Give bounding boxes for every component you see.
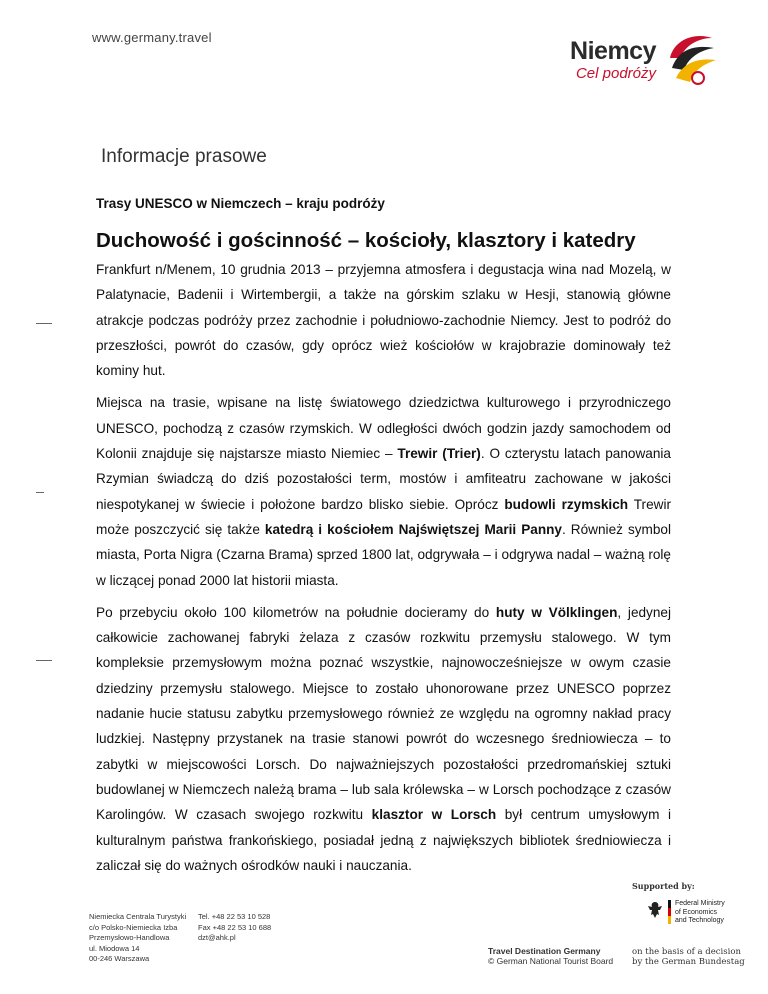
bold-run: Trewir (Trier) bbox=[397, 446, 481, 462]
text-run: był centrum umysłowym i kulturalnym państwa frankońskiego, posiadał jedną z największych bibliotek średniowiecza i zaliczał się do ważnych ośrodków nauki i nauczania. bbox=[96, 807, 672, 873]
federal-eagle-icon bbox=[646, 900, 664, 920]
brand-tagline: Cel podróży bbox=[575, 65, 656, 82]
brand-name: Niemcy bbox=[570, 37, 656, 65]
address-block bbox=[89, 912, 186, 965]
text-run: , jedynej całkowicie zachowanej fabryki żelaza z czasów rozkwitu przemysłu stalowego. W tym kompleksie przemysłowym można poznać wszystkie, najnowocześniejsze w owym czasie dziedziny przemysłu stalowego. Miejsce to zostało uhonorowane przez UNESCO poprzez nadanie hucie statusu zabytku przemysłowego również ze względu na ogromny nakład pracy ludzkiej. Następny przystanek na trasie stanowi powrót do wczesnego średniowiecza – to zabytki w miejscowości Lorsch. Do najważniejszych pozostałości przedromańskiej sztuki budowlanej w Niemczech należą brama – lub sala królewska – w Lorsch pochodzące z czasów Karolingów. W czasach swojego rozkwitu bbox=[96, 604, 671, 823]
contact-block bbox=[198, 912, 271, 944]
article-headline: Duchowość i gościnność – kościoły, klasztory i katedry bbox=[96, 229, 636, 252]
address-line: 00-246 Warszawa bbox=[89, 954, 150, 963]
address-line: c/o Polsko-Niemiecka Izba bbox=[89, 922, 178, 932]
text-run: . Również symbol miasta, Porta Nigra (Czarna Brama) sprzed 1800 lat, odgrywała – i odgrywa nadal – ważną rolę w liczącej ponad 2000 lat historii miasta. bbox=[96, 521, 671, 588]
punch-mark bbox=[36, 492, 44, 493]
text-run: Miejsca na trasie, wpisane na listę światowego dziedzictwa kulturowego i przyrodniczego UNESCO, pochodzą z czasów rzymskich. W odległości dwóch godzin jazdy samochodem od Kolonii znajduje się najstarsze miasto Niemiec – bbox=[96, 395, 671, 462]
brand-block bbox=[570, 38, 656, 83]
text-run: Po przebyciu około 100 kilometrów na południe docieramy do bbox=[96, 604, 496, 620]
address-line: ul. Miodowa 14 bbox=[89, 943, 140, 953]
tdg-subtitle: © German National Tourist Board bbox=[488, 956, 614, 966]
tdg-title: Travel Destination Germany bbox=[488, 946, 601, 956]
bold-run: katedrą i kościołem Najświętszej Marii Panny bbox=[264, 521, 562, 537]
bundestag-decision bbox=[632, 948, 745, 967]
bold-run: huty w Völklingen bbox=[495, 604, 618, 620]
text-run: . O czterystu latach panowania Rzymian świadczą do dziś pozostałości term, mostów i amfiteatru zachowane w jakości niespotykanej w świecie i położone bardzo blisko siebie. Oprócz bbox=[96, 446, 671, 512]
ministry-block bbox=[675, 900, 725, 926]
paragraph-trier bbox=[96, 390, 671, 592]
decision-line: by the German Bundestag bbox=[632, 956, 745, 967]
paragraph-volklingen bbox=[96, 600, 671, 878]
article-body bbox=[96, 257, 671, 885]
email-link[interactable]: dzt@ahk.pl bbox=[198, 933, 236, 942]
address-line: Przemysłowo-Handlowa bbox=[89, 933, 170, 942]
website-url: www.germany.travel bbox=[92, 30, 212, 45]
bold-run: klasztor w Lorsch bbox=[371, 807, 497, 823]
ministry-line: and Technology bbox=[675, 917, 724, 924]
fold-mark bbox=[36, 323, 52, 324]
decision-line: on the basis of a decision bbox=[632, 947, 741, 957]
address-line: Niemiecka Centrala Turystyki bbox=[89, 912, 187, 921]
ministry-line: of Economics bbox=[675, 908, 718, 916]
paragraph-intro: Frankfurt n/Menem, 10 grudnia 2013 – przyjemna atmosfera i degustacja wina nad Mozelą, w Palatynacie, Badenii i Wirtembergii, a także na górskim szlaku w Hesji, stanowią główne atrakcje podczas podróży przez zachodnie i południowo-zachodnie Niemcy. Jest to podróż do przeszłości, powrót do czasów, gdy oprócz wież kościołów w krajobrazie dominowały też kominy hut. bbox=[96, 262, 671, 379]
fax: Fax +48 22 53 10 688 bbox=[198, 922, 272, 932]
bold-run: budowli rzymskich bbox=[504, 496, 629, 512]
ministry-line: Federal Ministry bbox=[675, 900, 725, 907]
fold-mark bbox=[36, 660, 52, 661]
phone: Tel. +48 22 53 10 528 bbox=[198, 912, 271, 921]
section-title: Informacje prasowe bbox=[101, 146, 267, 167]
tdg-block bbox=[488, 946, 613, 966]
text-run: Trewir może poszczycić się także bbox=[96, 496, 671, 537]
article-subtitle: Trasy UNESCO w Niemczech – kraju podróży bbox=[96, 196, 385, 211]
supported-by-label: Supported by: bbox=[632, 881, 695, 891]
german-flag-bar bbox=[668, 900, 671, 924]
germany-travel-logo-icon bbox=[660, 28, 720, 90]
